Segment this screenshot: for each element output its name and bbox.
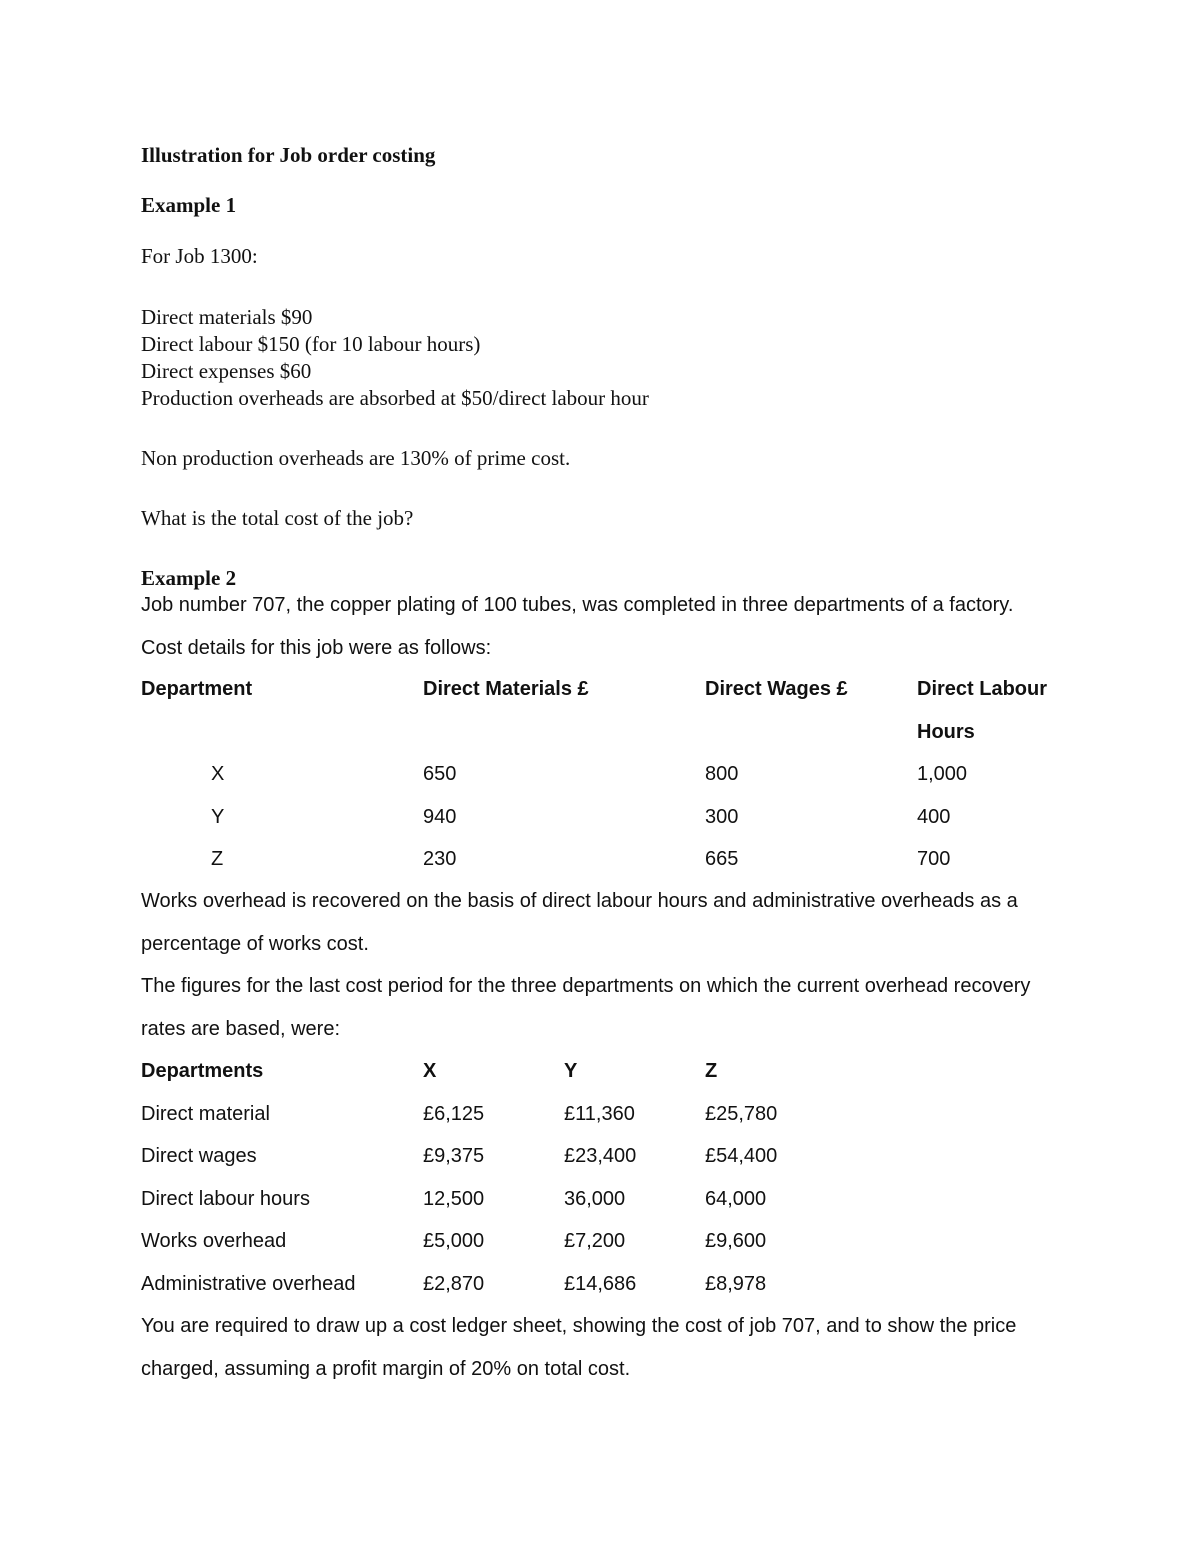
table-row <box>141 1263 941 1306</box>
table-cell: 940 <box>423 805 457 828</box>
table-cell: 36,000 <box>564 1187 626 1210</box>
recovery-text: Works overhead is recovered on the basis of direct labour hours and administrative overheads as a percentage of works cost. <box>141 890 1018 955</box>
header-direct-labour: Direct Labour <box>917 678 1048 700</box>
header-x: X <box>423 1060 437 1082</box>
table-cell: Direct wages <box>141 1145 257 1167</box>
header-hours: Hours <box>917 720 975 743</box>
table-cell: Administrative overhead <box>141 1272 356 1295</box>
example-1-job: For Job 1300: <box>141 244 258 268</box>
header-y: Y <box>564 1060 578 1082</box>
header-direct-materials: Direct Materials £ <box>423 678 589 700</box>
table-cell: 800 <box>705 763 739 785</box>
table-cell: 700 <box>917 848 951 870</box>
table-cell: £7,200 <box>564 1230 626 1252</box>
table-cell: £6,125 <box>423 1102 485 1125</box>
table-cell: £14,686 <box>564 1272 637 1295</box>
requirement-text: You are required to draw up a cost ledger sheet, showing the cost of job 707, and to show the price charged, assuming a profit margin of 20% on total cost. <box>141 1315 1017 1380</box>
table-row <box>141 838 1101 881</box>
cost-line: Production overheads are absorbed at $50/direct labour hour <box>141 386 649 410</box>
table-cell: £11,360 <box>564 1102 635 1125</box>
table-row <box>141 796 1101 839</box>
header-departments: Departments <box>141 1060 264 1082</box>
table-cell: £9,375 <box>423 1145 485 1167</box>
table-cell: 665 <box>705 848 739 870</box>
job-cost-table <box>141 668 1101 881</box>
example-1-cost-lines <box>141 304 649 412</box>
header-direct-wages: Direct Wages £ <box>705 678 848 700</box>
table-header-row <box>141 1050 941 1093</box>
header-z: Z <box>705 1060 718 1082</box>
header-department: Department <box>141 678 253 700</box>
table-cell: 12,500 <box>423 1187 485 1210</box>
table-cell: 300 <box>705 805 739 828</box>
table-cell: 1,000 <box>917 763 968 785</box>
table-cell: £54,400 <box>705 1145 778 1167</box>
table-cell: £25,780 <box>705 1102 778 1125</box>
table-cell: £2,870 <box>423 1272 485 1295</box>
table-cell: £23,400 <box>564 1145 637 1167</box>
table-cell: Direct labour hours <box>141 1187 310 1210</box>
table-row <box>141 1093 941 1136</box>
department-figures-table <box>141 1050 941 1305</box>
cost-line: Direct labour $150 (for 10 labour hours) <box>141 332 481 356</box>
table-header-row <box>141 668 1101 711</box>
table-cell: Z <box>211 848 224 870</box>
table-row <box>141 1220 941 1263</box>
non-production-note: Non production overheads are 130% of prime cost. <box>141 446 571 470</box>
table-cell: 650 <box>423 763 457 785</box>
document-title: Illustration for Job order costing <box>141 143 436 167</box>
table-cell: Y <box>211 805 225 828</box>
example-1-heading: Example 1 <box>141 193 237 217</box>
table-cell: £8,978 <box>705 1272 767 1295</box>
table-cell: Works overhead <box>141 1230 287 1252</box>
table-cell: £9,600 <box>705 1230 767 1252</box>
example-2-heading: Example 2 <box>141 566 237 590</box>
table-cell: 230 <box>423 848 457 870</box>
table-row <box>141 1178 941 1221</box>
table-cell: X <box>211 763 225 785</box>
cost-line: Direct materials $90 <box>141 305 313 329</box>
figures-text: The figures for the last cost period for the three departments on which the current overhead recovery rates are based, were: <box>141 975 1031 1040</box>
table-cell: Direct material <box>141 1102 270 1125</box>
cost-line: Direct expenses $60 <box>141 359 312 383</box>
table-header-row-continued <box>141 711 1101 754</box>
table-row <box>141 753 1101 796</box>
example-2-intro: Job number 707, the copper plating of 100 tubes, was completed in three departments of a factory. Cost details for this job were as follows: <box>141 594 1014 659</box>
table-row <box>141 1135 941 1178</box>
table-cell: 64,000 <box>705 1187 767 1210</box>
table-cell: £5,000 <box>423 1230 485 1252</box>
example-1-question: What is the total cost of the job? <box>141 506 414 530</box>
table-cell: 400 <box>917 805 951 828</box>
